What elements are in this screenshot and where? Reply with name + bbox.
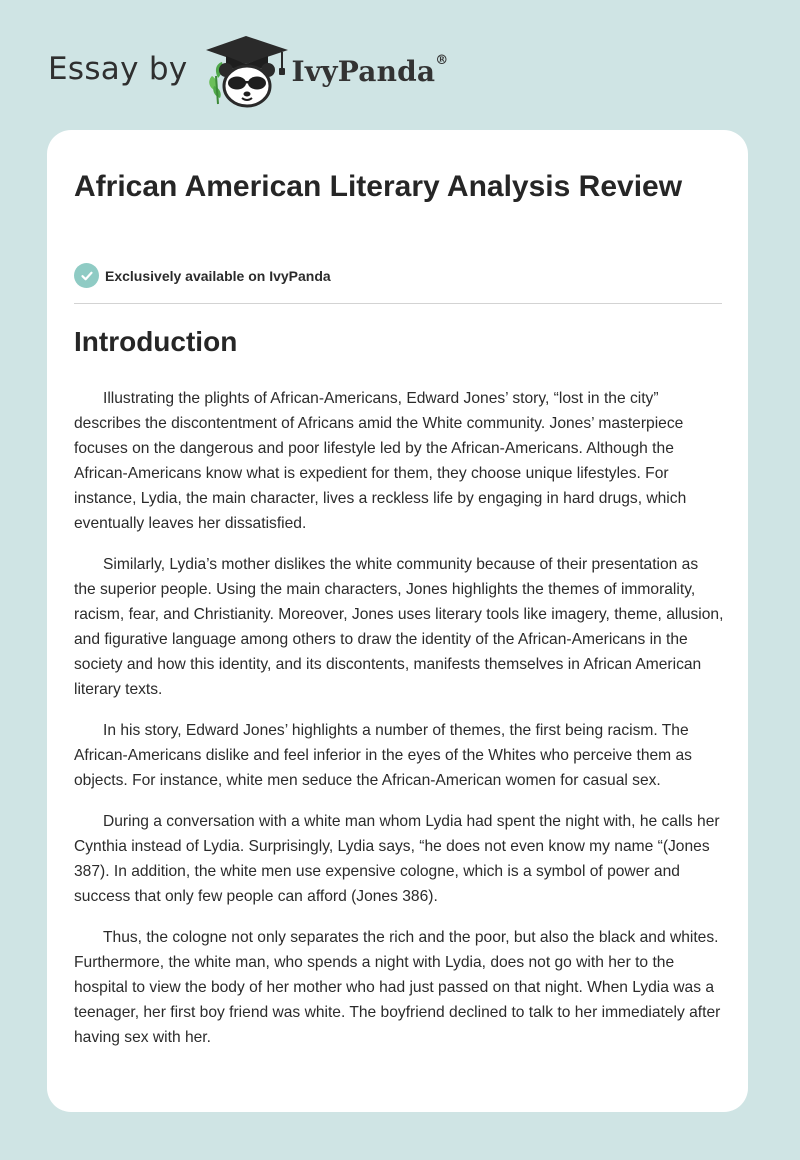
paragraph: During a conversation with a white man whom Lydia had spent the night with, he calls her Cynthia instead of Lydia. Surprisingly, Lydia says, “he does not even know my name “(Jones 387). In addition, the white men use expensive cologne, which is a symbol of power and success that only few people can afford (Jones 386).: [74, 813, 720, 905]
exclusive-badge: [74, 263, 331, 288]
article-card: [47, 130, 748, 1112]
article-body: [74, 386, 724, 1066]
section-heading: Introduction: [74, 326, 238, 357]
registered-mark: ®: [435, 52, 449, 68]
essay-by-label: Essay by: [48, 51, 188, 87]
paragraph: Illustrating the plights of African-Americans, Edward Jones’ story, “lost in the city” describes the discontentment of Africans amid the White community. Jones’ masterpiece focuses on the dangerous and poor lifestyle led by the African-Americans. Although the African-Americans know what is expedient for them, they choose unique lifestyles. For instance, Lydia, the main character, lives a reckless life by engaging in hard drugs, which eventually leaves her dissatisfied.: [74, 390, 687, 532]
check-circle-icon: [74, 263, 99, 288]
brand-label: IvyPanda: [291, 54, 436, 88]
paragraph: Thus, the cologne not only separates the rich and the poor, but also the black and whites. Furthermore, the white man, who spends a night with Lydia, does not go with her to the hospital to view the body of her mother who had just passed on that night. When Lydia was a teenager, her first boy friend was white. The boyfriend declined to talk to her immediately after having sex with her.: [74, 929, 721, 1046]
site-header: [48, 34, 448, 110]
brand-name[interactable]: [291, 52, 449, 88]
paragraph: Similarly, Lydia’s mother dislikes the white community because of their presentation as the superior people. Using the main characters, Jones highlights the themes of immorality, racism, fear, and Christianity. Moreover, Jones uses literary tools like imagery, theme, allusion, and figurative language among others to draw the identity of the African-Americans in the society and how this identity, and its discontents, manifests themselves in African American literary texts.: [74, 556, 724, 698]
paragraph: In his story, Edward Jones’ highlights a number of themes, the first being racism. The African-Americans dislike and feel inferior in the eyes of the Whites who perceive them as objects. For instance, white men seduce the African-American women for casual sex.: [74, 722, 692, 789]
panda-logo-icon[interactable]: [202, 34, 290, 110]
article-title: African American Literary Analysis Review: [74, 170, 683, 203]
exclusive-label: Exclusively available on IvyPanda: [105, 267, 331, 284]
divider: [74, 303, 722, 304]
